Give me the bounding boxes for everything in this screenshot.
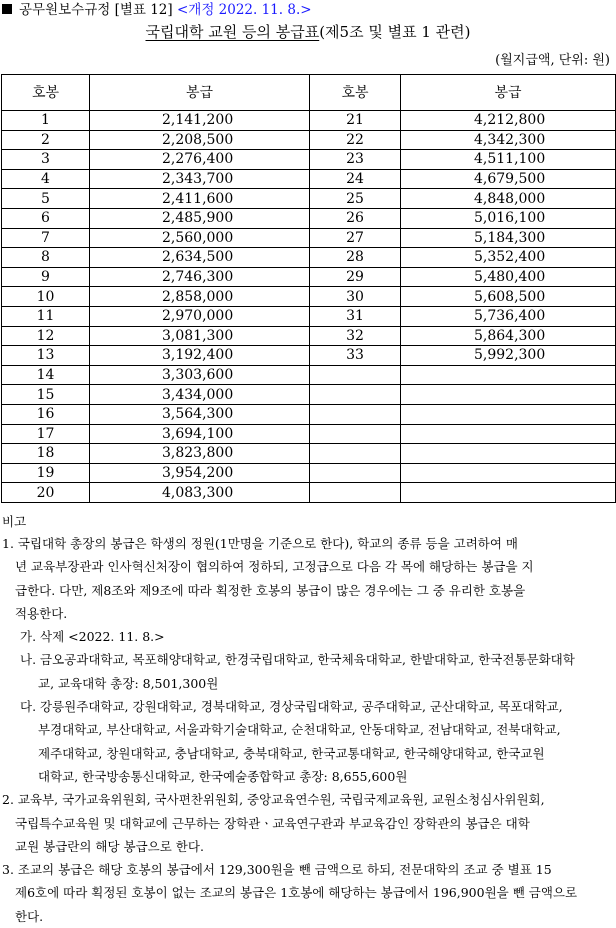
note-3-line-2: 제6호에 따라 획정된 호봉이 없는 조교의 봉급은 1호봉에 해당하는 봉급에서 196,900원을 뺀 금액으로 <box>15 885 578 901</box>
grade-cell: 4 <box>2 169 90 189</box>
note-1-line-4: 적용한다. <box>15 605 68 621</box>
salary-cell: 2,634,500 <box>90 248 310 268</box>
salary-cell-2 <box>401 444 616 464</box>
grade-cell-2: 33 <box>310 346 401 366</box>
grade-cell-2: 25 <box>310 189 401 209</box>
grade-cell-2 <box>310 444 401 464</box>
note-1-da-line-2: 부경대학교, 부산대학교, 서울과학기술대학교, 순천대학교, 안동대학교, 전남대학교, 전북대학교, <box>38 722 561 738</box>
note-1-line-3: 급한다. 다만, 제8조와 제9조에 따라 획정한 호봉의 봉급이 많은 경우에는 그 중 유리한 호봉을 <box>15 582 526 598</box>
table-row <box>2 248 616 268</box>
salary-cell-2: 5,992,300 <box>401 346 616 366</box>
salary-cell-2 <box>401 483 616 503</box>
salary-cell: 3,954,200 <box>90 463 310 483</box>
salary-cell-2 <box>401 365 616 385</box>
col-header-grade: 호봉 <box>2 75 90 111</box>
grade-cell-2 <box>310 424 401 444</box>
grade-cell: 11 <box>2 306 90 326</box>
note-1-line-2: 년 교육부장관과 인사혁신처장이 협의하여 정하되, 고정급으로 다음 각 목에 해당하는 봉급을 지 <box>15 559 534 575</box>
salary-cell: 2,970,000 <box>90 306 310 326</box>
table-row <box>2 424 616 444</box>
table-header-row <box>2 75 616 111</box>
document-header <box>0 0 312 20</box>
note-1-ga: 가. 삭제 <2022. 11. 8.> <box>20 629 165 645</box>
grade-cell: 19 <box>2 463 90 483</box>
notes-section <box>2 512 614 928</box>
salary-cell-2: 4,342,300 <box>401 130 616 150</box>
col-header-salary: 봉급 <box>90 75 310 111</box>
bullet-square-icon <box>2 4 12 14</box>
grade-cell: 7 <box>2 228 90 248</box>
note-3-line-1: 3. 조교의 봉급은 해당 호봉의 봉급에서 129,300원을 뺀 금액으로 하되, 전문대학의 조교 중 별표 15 <box>2 862 552 878</box>
grade-cell: 14 <box>2 365 90 385</box>
salary-cell-2: 5,184,300 <box>401 228 616 248</box>
grade-cell-2: 29 <box>310 267 401 287</box>
grade-cell: 18 <box>2 444 90 464</box>
salary-cell: 2,276,400 <box>90 150 310 170</box>
grade-cell: 9 <box>2 267 90 287</box>
salary-cell: 3,564,300 <box>90 404 310 424</box>
table-row <box>2 444 616 464</box>
table-row <box>2 189 616 209</box>
note-1-line-1-text: 1. 국립대학 총장의 봉급은 학생의 정원(1만명을 기준으로 한다), 학교의 종류 등을 고려하여 매 <box>2 536 518 551</box>
salary-cell-2: 4,679,500 <box>401 169 616 189</box>
table-row <box>2 306 616 326</box>
grade-cell: 12 <box>2 326 90 346</box>
grade-cell-2: 28 <box>310 248 401 268</box>
table-row <box>2 385 616 405</box>
grade-cell: 1 <box>2 111 90 131</box>
table-row <box>2 346 616 366</box>
salary-cell: 2,141,200 <box>90 111 310 131</box>
note-2-line-2: 국립특수교육원 및 대학교에 근무하는 장학관ㆍ교육연구관과 부교육감인 장학관의 봉급은 대학 <box>15 815 530 831</box>
salary-cell-2: 5,352,400 <box>401 248 616 268</box>
salary-cell: 2,343,700 <box>90 169 310 189</box>
table-row <box>2 208 616 228</box>
grade-cell: 10 <box>2 287 90 307</box>
grade-cell-2 <box>310 463 401 483</box>
salary-table <box>1 74 616 503</box>
salary-cell-2: 4,511,100 <box>401 150 616 170</box>
salary-cell-2: 5,608,500 <box>401 287 616 307</box>
salary-cell: 2,485,900 <box>90 208 310 228</box>
note-1-da-line-3: 제주대학교, 창원대학교, 충남대학교, 충북대학교, 한국교통대학교, 한국해양대학교, 한국교원 <box>38 745 545 761</box>
header-label: 공무원보수규정 [별표 12] <box>19 2 173 18</box>
table-row <box>2 404 616 424</box>
salary-cell-2 <box>401 424 616 444</box>
salary-cell: 2,746,300 <box>90 267 310 287</box>
grade-cell: 17 <box>2 424 90 444</box>
table-row <box>2 365 616 385</box>
salary-table-body <box>2 111 616 503</box>
table-row <box>2 463 616 483</box>
table-row <box>2 130 616 150</box>
salary-cell: 2,560,000 <box>90 228 310 248</box>
grade-cell-2: 26 <box>310 208 401 228</box>
grade-cell: 2 <box>2 130 90 150</box>
grade-cell-2 <box>310 365 401 385</box>
note-2-line-1: 2. 교육부, 국가교육위원회, 국사편찬위원회, 중앙교육연수원, 국립국제교육원, 교원소청심사위원회, <box>2 792 545 808</box>
grade-cell: 3 <box>2 150 90 170</box>
grade-cell: 13 <box>2 346 90 366</box>
table-row <box>2 150 616 170</box>
salary-cell-2: 5,736,400 <box>401 306 616 326</box>
salary-cell-2: 5,480,400 <box>401 267 616 287</box>
grade-cell-2: 23 <box>310 150 401 170</box>
grade-cell: 20 <box>2 483 90 503</box>
salary-cell-2: 5,864,300 <box>401 326 616 346</box>
amendment-note: <개정 2022. 11. 8.> <box>176 2 312 18</box>
title-main: 국립대학 교원 등의 봉급표 <box>145 23 320 41</box>
col-header-salary-2: 봉급 <box>401 75 616 111</box>
note-1-da-line-4: 대학교, 한국방송통신대학교, 한국예술종합학교 총장: 8,655,600원 <box>38 768 408 784</box>
note-1-na-line-1: 나. 금오공과대학교, 목포해양대학교, 한경국립대학교, 한국체육대학교, 한밭대학교, 한국전통문화대학 <box>20 652 575 668</box>
grade-cell: 16 <box>2 404 90 424</box>
salary-cell: 3,303,600 <box>90 365 310 385</box>
salary-cell-2: 4,212,800 <box>401 111 616 131</box>
salary-cell-2: 5,016,100 <box>401 208 616 228</box>
grade-cell: 6 <box>2 208 90 228</box>
note-3-line-3: 한다. <box>15 908 44 924</box>
grade-cell: 5 <box>2 189 90 209</box>
salary-cell-2 <box>401 385 616 405</box>
table-row <box>2 483 616 503</box>
grade-cell: 8 <box>2 248 90 268</box>
grade-cell-2: 24 <box>310 169 401 189</box>
table-row <box>2 228 616 248</box>
unit-label: (월지급액, 단위: 원) <box>495 53 610 68</box>
grade-cell-2: 30 <box>310 287 401 307</box>
table-row <box>2 287 616 307</box>
grade-cell-2 <box>310 404 401 424</box>
note-1-na-line-2: 교, 교육대학 총장: 8,501,300원 <box>38 675 219 691</box>
salary-cell: 3,823,800 <box>90 444 310 464</box>
grade-cell-2 <box>310 483 401 503</box>
table-row <box>2 326 616 346</box>
notes-heading: 비고 <box>2 514 27 529</box>
salary-cell-2 <box>401 404 616 424</box>
grade-cell-2: 32 <box>310 326 401 346</box>
table-row <box>2 267 616 287</box>
salary-cell: 2,208,500 <box>90 130 310 150</box>
grade-cell-2: 27 <box>310 228 401 248</box>
salary-cell: 3,081,300 <box>90 326 310 346</box>
grade-cell-2: 22 <box>310 130 401 150</box>
salary-cell: 4,083,300 <box>90 483 310 503</box>
page-title <box>0 21 616 43</box>
salary-cell: 3,694,100 <box>90 424 310 444</box>
grade-cell-2: 21 <box>310 111 401 131</box>
grade-cell-2 <box>310 385 401 405</box>
salary-cell-2: 4,848,000 <box>401 189 616 209</box>
salary-cell: 3,434,000 <box>90 385 310 405</box>
note-1-da-line-1: 다. 강릉원주대학교, 강원대학교, 경북대학교, 경상국립대학교, 공주대학교, 군산대학교, 목포대학교, <box>20 699 563 715</box>
title-suffix: (제5조 및 별표 1 관련) <box>319 23 471 41</box>
salary-cell: 2,411,600 <box>90 189 310 209</box>
salary-cell: 3,192,400 <box>90 346 310 366</box>
grade-cell: 15 <box>2 385 90 405</box>
salary-cell: 2,858,000 <box>90 287 310 307</box>
table-row <box>2 111 616 131</box>
note-1-line-1 <box>2 532 614 555</box>
col-header-grade-2: 호봉 <box>310 75 401 111</box>
salary-cell-2 <box>401 463 616 483</box>
table-row <box>2 169 616 189</box>
grade-cell-2: 31 <box>310 306 401 326</box>
note-2-line-3: 교원 봉급란의 해당 봉급으로 한다. <box>15 838 204 854</box>
